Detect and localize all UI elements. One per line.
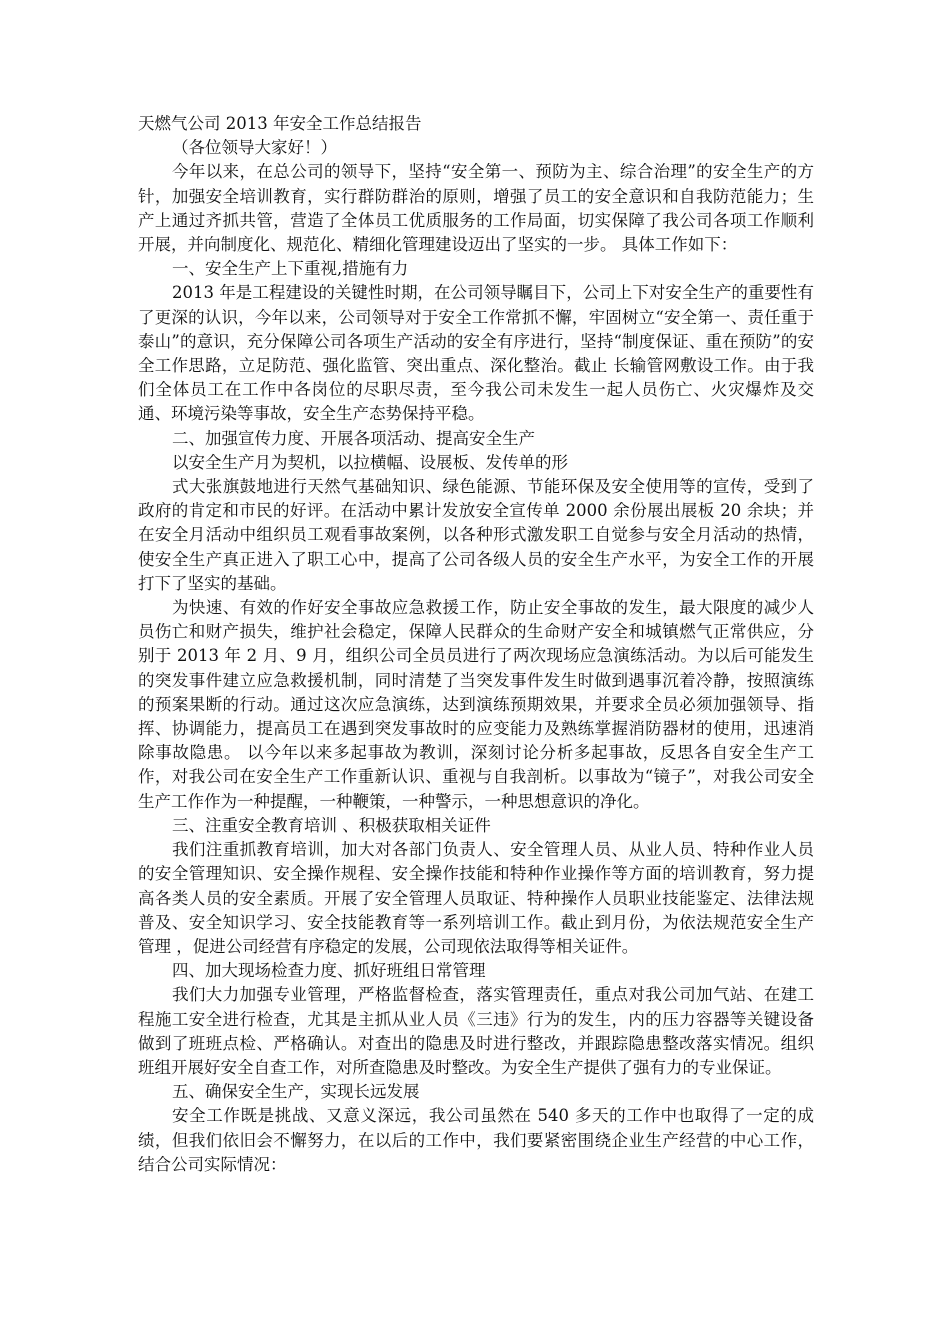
section-4-paragraph: 我们大力加强专业管理，严格监督检查，落实管理责任，重点对我公司加气站、在建工程施工安全进行检查，尤其是主抓从业人员《三违》行为的发生，内的压力容器等关键设备做到了班班点检、严格确认。对查出的隐患及时进行整改，并跟踪隐患整改落实情况。组织班组开展好安全自查工作，对所查隐患及时整改。为安全生产提供了强有力的专业保证。 xyxy=(138,985,814,1077)
section-heading-5: 五、确保安全生产，实现长远发展 xyxy=(172,1082,420,1102)
section-heading-2: 二、加强宣传力度、开展各项活动、提高安全生产 xyxy=(172,428,535,448)
section-5-paragraph: 安全工作既是挑战、又意义深远，我公司虽然在 540 多天的工作中也取得了一定的成绩，但我们依旧会不懈努力，在以后的工作中，我们要紧密围绕企业生产经营的中心工作，结合公司实际情况： xyxy=(138,1106,814,1174)
section-heading-3: 三、注重安全教育培训 、积极获取相关证件 xyxy=(172,815,491,835)
document-title: 天燃气公司 2013 年安全工作总结报告 xyxy=(138,114,422,133)
section-2-paragraph-1: 式大张旗鼓地进行天然气基础知识、绿色能源、节能环保及安全使用等的宣传，受到了政府的肯定和市民的好评。在活动中累计发放安全宣传单 2000 余份展出展板 20 余块；并在安全月活动中组织员工观看事故案例，以各种形式激发职工自觉参与安全月活动的热情，使安全生产真正进入了职工心中，提高了公司各级人员的安全生产水平，为安全工作的开展打下了坚实的基础。 xyxy=(138,477,814,593)
section-2-lead-line: 以安全生产月为契机，以拉横幅、设展板、发传单的形 xyxy=(172,452,568,472)
section-3-paragraph: 我们注重抓教育培训，加大对各部门负责人、安全管理人员、从业人员、特种作业人员的安全管理知识、安全操作规程、安全操作技能和特种作业操作等方面的培训教育，努力提高各类人员的安全素质。开展了安全管理人员取证、特种操作人员职业技能鉴定、法律法规普及、安全知识学习、安全技能教育等一系列培训工作。截止到月份，为依法规范安全生产管理 ，促进公司经营有序稳定的发展，公司现依法取得等相关证件。 xyxy=(138,840,814,956)
intro-paragraph: 今年以来，在总公司的领导下，坚持“安全第一、预防为主、综合治理”的安全生产的方针，加强安全培训教育，实行群防群治的原则，增强了员工的安全意识和自我防范能力；生产上通过齐抓共管，营造了全体员工优质服务的工作局面，切实保障了我公司各项工作顺利开展，并向制度化、规范化、精细化管理建设迈出了坚实的一步。 具体工作如下： xyxy=(138,162,814,255)
section-1-paragraph: 2013 年是工程建设的关键性时期，在公司领导瞩目下，公司上下对安全生产的重要性有了更深的认识，今年以来，公司领导对于安全工作常抓不懈，牢固树立“安全第一、责任重于泰山”的意识，充分保障公司各项生产活动的安全有序进行，坚持“制度保证、重在预防”的安全工作思路，立足防范、强化监管、突出重点、深化整治。截止 长输管网敷设工作。由于我们全体员工在工作中各岗位的尽职尽责，至今我公司未发生一起人员伤亡、火灾爆炸及交通、环境污染等事故，安全生产态势保持平稳。 xyxy=(138,283,814,424)
section-2-paragraph-2: 为快速、有效的作好安全事故应急救援工作，防止安全事故的发生，最大限度的减少人员伤亡和财产损失，维护社会稳定，保障人民群众的生命财产安全和城镇燃气正常供应，分别于 2013 年 2 月、9 月，组织公司全员员进行了两次现场应急演练活动。为以后可能发生的突发事件建立应急救援机制，同时清楚了当突发事件发生时做到遇事沉着冷静，按照演练的预案果断的行动。通过这次应急演练，达到演练预期效果，并要求全员必须加强领导、指挥、协调能力，提高员工在遇到突发事故时的应变能力及熟练掌握消防器材的使用，迅速消除事故隐患。 以今年以来多起事故为教训，深刻讨论分析多起事故，反思各自安全生产工作，对我公司在安全生产工作重新认识、重视与自我剖析。以事故为“镜子”，对我公司安全生产工作作为一种提醒，一种鞭策，一种警示，一种思想意识的净化。 xyxy=(138,598,814,811)
document-page xyxy=(138,112,814,1177)
greeting-line: （各位领导大家好！） xyxy=(172,138,337,158)
section-heading-1: 一、安全生产上下重视,措施有力 xyxy=(172,259,409,279)
section-heading-4: 四、加大现场检查力度、抓好班组日常管理 xyxy=(172,961,486,981)
